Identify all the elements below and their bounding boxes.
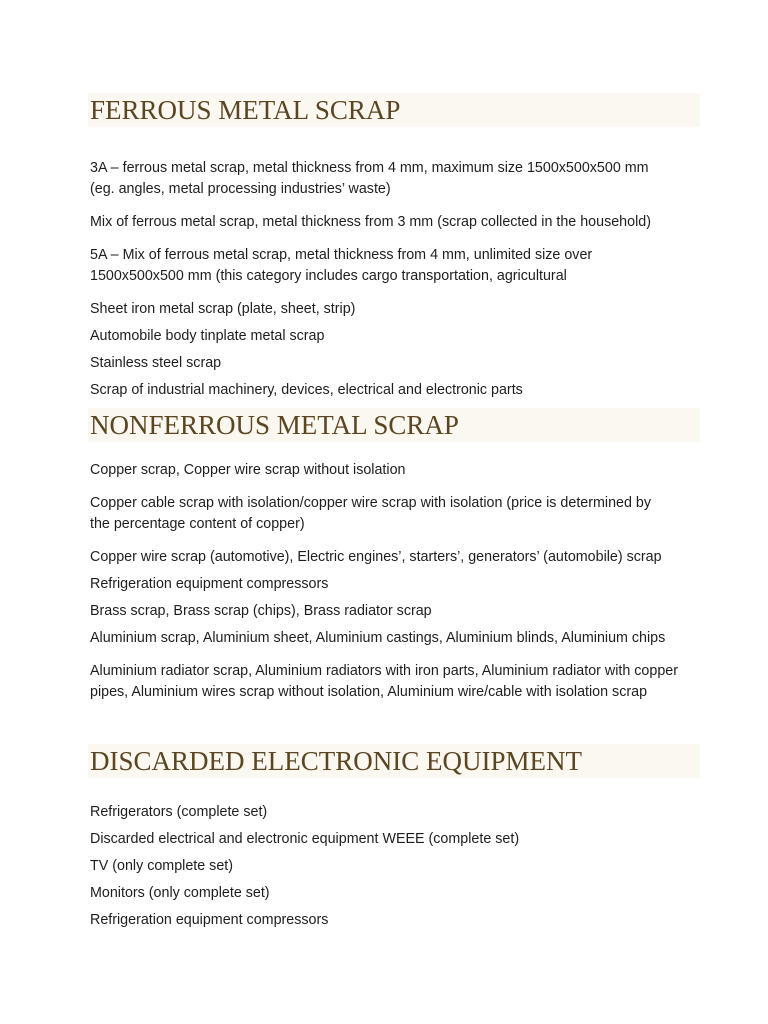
item-line: 1500x500x500 mm (this category includes cargo transportation, agricultural [90,268,567,284]
item-line: pipes, Aluminium wires scrap without isolation, Aluminium wire/cable with isolation scrap [90,684,648,700]
item-line: Refrigeration equipment compressors [90,576,329,592]
list-item [90,802,730,823]
list-item [90,460,730,481]
item-line: 5A – Mix of ferrous metal scrap, metal thickness from 4 mm, unlimited size over [90,247,593,263]
item-line: the percentage content of copper) [90,516,305,532]
list-item [90,326,730,347]
list-item [90,661,730,703]
item-line: Copper scrap, Copper wire scrap without isolation [90,462,406,478]
list-item [90,628,730,649]
list-item [90,299,730,320]
list-item [90,353,730,374]
item-line: Brass scrap, Brass scrap (chips), Brass radiator scrap [90,603,432,619]
item-line: TV (only complete set) [90,858,234,874]
item-line: Refrigeration equipment compressors [90,912,329,928]
list-item [90,856,730,877]
list-item [90,829,730,850]
item-line: Sheet iron metal scrap (plate, sheet, strip) [90,301,356,317]
list-item [90,380,730,401]
list-item [90,493,730,535]
item-line: (eg. angles, metal processing industries’ waste) [90,181,391,197]
list-item [90,883,730,904]
item-line: Monitors (only complete set) [90,885,270,901]
item-line: Copper wire scrap (automotive), Electric engines’, starters’, generators’ (automobile) scrap [90,549,662,565]
list-item [90,910,730,931]
section-heading-electronic: DISCARDED ELECTRONIC EQUIPMENT [88,744,700,778]
item-line: Mix of ferrous metal scrap, metal thickness from 3 mm (scrap collected in the household) [90,214,651,230]
item-line: Scrap of industrial machinery, devices, electrical and electronic parts [90,382,523,398]
item-line: Copper cable scrap with isolation/copper wire scrap with isolation (price is determined by [90,495,652,511]
item-line: Aluminium scrap, Aluminium sheet, Aluminium castings, Aluminium blinds, Aluminium chips [90,630,666,646]
section-heading-ferrous: FERROUS METAL SCRAP [88,93,700,127]
item-line: Automobile body tinplate metal scrap [90,328,325,344]
list-item [90,212,730,233]
list-item [90,574,730,595]
item-line: Aluminium radiator scrap, Aluminium radiators with iron parts, Aluminium radiator with copper [90,663,678,679]
list-item [90,547,730,568]
item-line: Stainless steel scrap [90,355,222,371]
item-line: 3A – ferrous metal scrap, metal thickness from 4 mm, maximum size 1500x500x500 mm [90,160,649,176]
list-item [90,245,730,287]
item-line: Discarded electrical and electronic equipment WEEE (complete set) [90,831,520,847]
list-item [90,158,730,200]
item-line: Refrigerators (complete set) [90,804,268,820]
section-heading-nonferrous: NONFERROUS METAL SCRAP [88,408,700,442]
list-item [90,601,730,622]
